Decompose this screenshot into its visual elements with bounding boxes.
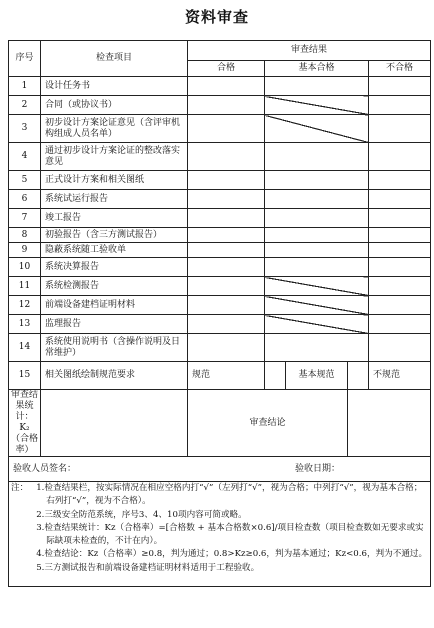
row-no: 12 [9,296,41,315]
fail-cell[interactable] [369,334,431,362]
basic-cell-crossed [265,315,369,334]
basic-cell[interactable] [265,334,369,362]
row-no: 15 [9,362,41,390]
header-pass: 合格 [188,61,265,77]
row-item: 竣工报告 [41,209,188,228]
page-title: 资料审查 [184,8,249,26]
row-item: 系统试运行报告 [41,190,188,209]
pass-cell[interactable] [188,115,265,143]
basic-cell[interactable] [265,228,369,243]
fail-cell[interactable] [369,228,431,243]
row-no: 2 [9,96,41,115]
table-row [9,243,431,258]
pass-cell[interactable] [188,171,265,190]
sign-row [9,457,431,482]
note-5: 5.三方测试报告和前端设备建档证明材料适用于工程验收。 [36,562,260,573]
table-row-drawing-standards [9,362,431,390]
row-no: 9 [9,243,41,258]
fail-cell[interactable] [369,143,431,171]
row-no: 10 [9,258,41,277]
basic-cell[interactable] [265,243,369,258]
basic-cell-crossed [265,96,369,115]
header-fail: 不合格 [369,61,431,77]
table-row [9,143,431,171]
table-row [9,228,431,243]
notes-row [9,482,431,587]
header-item: 检查项目 [41,41,188,77]
pass-cell[interactable] [188,296,265,315]
basic-cell[interactable] [265,258,369,277]
table-row [9,277,431,296]
review-table [8,40,431,587]
basic-cell[interactable] [265,143,369,171]
row-no: 4 [9,143,41,171]
fail-cell[interactable] [369,315,431,334]
pass-cell[interactable] [188,77,265,96]
header-row [9,41,431,61]
basic-standard-label: 基本规范 [286,362,348,390]
pass-cell[interactable] [188,143,265,171]
fail-cell[interactable] [369,115,431,143]
row-item: 初验报告（含三方测试报告） [41,228,188,243]
table-row [9,96,431,115]
table-row [9,315,431,334]
notes-lead: 注： [11,483,29,493]
basic-standard-checkbox[interactable] [348,362,369,390]
pass-cell[interactable] [188,228,265,243]
pass-cell[interactable] [188,190,265,209]
row-no: 5 [9,171,41,190]
conclusion-value-cell[interactable] [348,390,431,457]
row-item: 系统决算报告 [41,258,188,277]
fail-cell[interactable] [369,258,431,277]
row-no: 1 [9,77,41,96]
fail-cell[interactable] [369,243,431,258]
row-no: 11 [9,277,41,296]
summary-label: 审查结果统计：K₂（合格率） [9,390,41,457]
table-row [9,190,431,209]
note-3: 3.检查结果统计：Kz（合格率）=[合格数 + 基本合格数×0.6]/项目检查数（项目检查数如无要求或实际缺项未检查的，不计在内）。 [36,522,424,547]
row-item: 初步设计方案论证意见（含评审机构组成人员名单） [41,115,188,143]
row-item: 监理报告 [41,315,188,334]
row-item: 通过初步设计方案论证的整改落实意见 [41,143,188,171]
inspector-signature-label: 验收人员签名： [13,463,77,474]
pass-cell[interactable] [188,96,265,115]
note-2: 2.三级安全防范系统，序号3、4、10项内容可简或略。 [36,509,247,520]
table-row [9,334,431,362]
table-row [9,77,431,96]
header-no: 序号 [9,41,41,77]
basic-cell[interactable] [265,77,369,96]
conclusion-label: 审查结论 [188,390,348,457]
row-item: 系统检测报告 [41,277,188,296]
basic-cell-crossed [265,277,369,296]
basic-cell[interactable] [265,209,369,228]
row-no: 14 [9,334,41,362]
pass-cell[interactable] [188,258,265,277]
row-item: 前端设备建档证明材料 [41,296,188,315]
fail-cell[interactable] [369,296,431,315]
pass-cell[interactable] [188,243,265,258]
fail-cell[interactable] [369,209,431,228]
table-row [9,115,431,143]
note-4: 4.检查结论：Kz（合格率）≥0.8，判为通过；0.8>Kz≥0.6，判为基本通过；Kz<0.6，判为不通过。 [36,549,428,560]
pass-cell[interactable] [188,277,265,296]
row-no: 8 [9,228,41,243]
note-1: 1.检查结果栏，按实际情况在相应空格内打“√”（左列打“√”，视为合格；中列打“√”，视为基本合格；右列打“√”，视为不合格）。 [36,483,423,507]
pass-cell[interactable] [188,209,265,228]
row-item: 正式设计方案和相关图纸 [41,171,188,190]
basic-cell-crossed [265,296,369,315]
basic-cell-crossed [265,115,369,143]
standard-label: 规范 [188,362,265,390]
pass-cell[interactable] [188,315,265,334]
non-standard-label: 不规范 [369,362,431,390]
table-row [9,296,431,315]
header-result: 审查结果 [188,41,431,61]
row-no: 3 [9,115,41,143]
inspection-date-label: 验收日期： [294,463,340,474]
row-no: 7 [9,209,41,228]
fail-cell[interactable] [369,96,431,115]
row-no: 6 [9,190,41,209]
summary-row [9,390,431,457]
row-item: 相关图纸绘制规范要求 [41,362,188,390]
fail-cell[interactable] [369,77,431,96]
header-basic: 基本合格 [265,61,369,77]
basic-cell[interactable] [265,171,369,190]
fail-cell[interactable] [369,171,431,190]
table-row [9,209,431,228]
table-row [9,258,431,277]
row-item: 系统使用说明书（含操作说明及日常维护） [41,334,188,362]
fail-cell[interactable] [369,190,431,209]
fail-cell[interactable] [369,277,431,296]
row-item: 隐蔽系统随工验收单 [41,243,188,258]
row-item: 设计任务书 [41,77,188,96]
summary-value-cell[interactable] [41,390,188,457]
pass-cell[interactable] [188,334,265,362]
row-item: 合同（或协议书） [41,96,188,115]
table-row [9,171,431,190]
standard-checkbox[interactable] [265,362,286,390]
basic-cell[interactable] [265,190,369,209]
row-no: 13 [9,315,41,334]
